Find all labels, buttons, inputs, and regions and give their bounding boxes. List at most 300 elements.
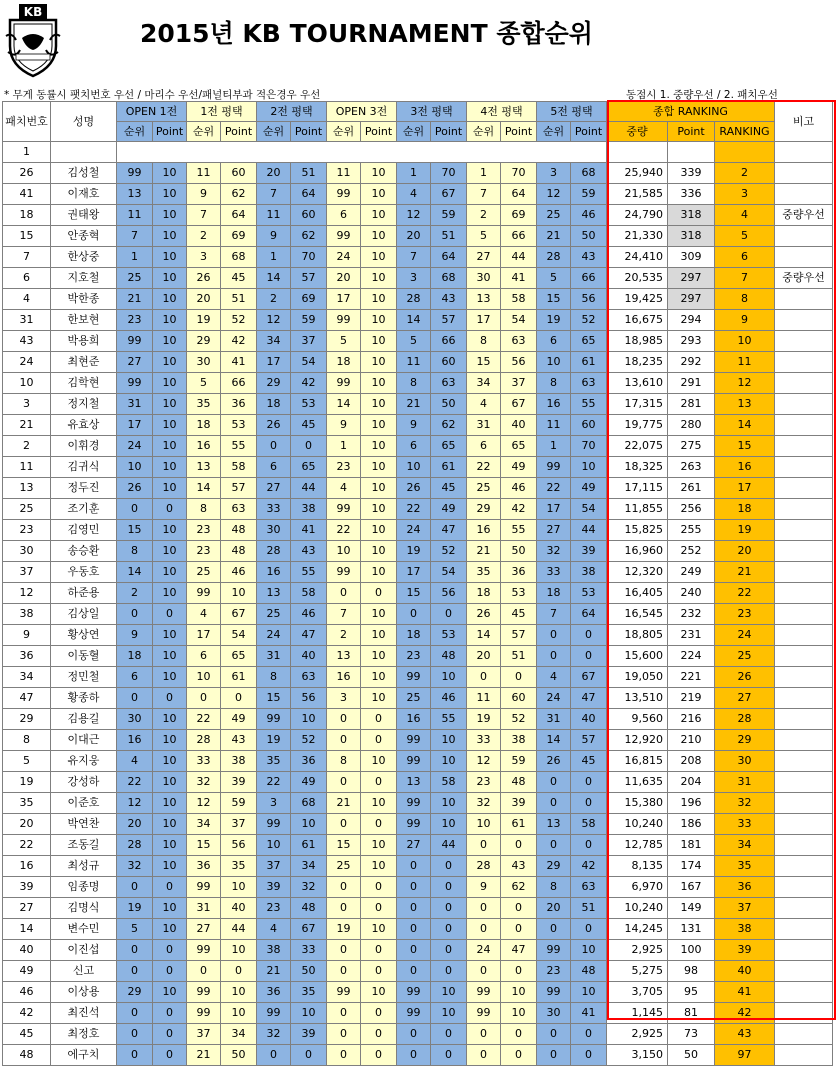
round-rank-cell: 8 xyxy=(117,541,153,562)
round-rank-cell: 31 xyxy=(117,394,153,415)
ranking-cell: 18 xyxy=(715,499,775,520)
ranking-table xyxy=(2,101,833,1066)
weight-header: 중량 xyxy=(607,122,668,142)
round-point-cell: 0 xyxy=(501,919,537,940)
table-row xyxy=(3,394,833,415)
round-rank-cell: 99 xyxy=(117,331,153,352)
point-subheader: Point xyxy=(291,122,327,142)
round-point-cell: 10 xyxy=(361,268,397,289)
round-rank-cell: 23 xyxy=(117,310,153,331)
round-rank-cell: 27 xyxy=(257,478,291,499)
round-point-cell: 52 xyxy=(431,541,467,562)
name-cell: 이대근 xyxy=(51,730,117,751)
round-rank-cell: 15 xyxy=(537,289,571,310)
round-point-cell: 48 xyxy=(291,898,327,919)
round-point-cell: 58 xyxy=(431,772,467,793)
round-rank-cell: 99 xyxy=(397,751,431,772)
round-rank-cell: 0 xyxy=(467,919,501,940)
round-point-cell: 10 xyxy=(153,352,187,373)
round-rank-cell: 7 xyxy=(117,226,153,247)
round-rank-cell: 13 xyxy=(257,583,291,604)
ranking-cell: 23 xyxy=(715,604,775,625)
point-cell xyxy=(668,142,715,163)
round-rank-cell: 25 xyxy=(187,562,221,583)
round-point-cell: 0 xyxy=(361,877,397,898)
ranking-cell: 43 xyxy=(715,1024,775,1045)
table-row xyxy=(3,352,833,373)
round-point-cell: 10 xyxy=(153,289,187,310)
round-point-cell: 48 xyxy=(221,520,257,541)
point-cell: 252 xyxy=(668,541,715,562)
patch-no-cell: 10 xyxy=(3,373,51,394)
remarks-cell: 중량우선 xyxy=(775,268,833,289)
round-rank-cell: 22 xyxy=(537,478,571,499)
round-point-cell: 10 xyxy=(153,646,187,667)
round-rank-cell: 5 xyxy=(537,268,571,289)
round-point-cell: 10 xyxy=(361,835,397,856)
round-point-cell: 41 xyxy=(291,520,327,541)
round-point-cell: 58 xyxy=(291,583,327,604)
round-rank-cell: 18 xyxy=(327,352,361,373)
point-cell: 95 xyxy=(668,982,715,1003)
patch-no-cell: 23 xyxy=(3,520,51,541)
round-rank-cell: 18 xyxy=(537,583,571,604)
round-rank-cell: 0 xyxy=(467,898,501,919)
round-point-cell: 10 xyxy=(361,436,397,457)
round-point-cell: 35 xyxy=(221,856,257,877)
round-rank-cell: 13 xyxy=(467,289,501,310)
point-cell: 318 xyxy=(668,205,715,226)
round-rank-cell: 1 xyxy=(397,163,431,184)
ranking-cell: 33 xyxy=(715,814,775,835)
ranking-cell: 31 xyxy=(715,772,775,793)
round-rank-cell: 20 xyxy=(537,898,571,919)
ranking-cell xyxy=(715,142,775,163)
round-rank-cell: 0 xyxy=(397,604,431,625)
round-point-cell: 60 xyxy=(431,352,467,373)
weight-cell: 19,050 xyxy=(607,667,668,688)
round-rank-cell: 27 xyxy=(187,919,221,940)
table-row xyxy=(3,331,833,352)
weight-cell: 14,245 xyxy=(607,919,668,940)
weight-cell: 15,380 xyxy=(607,793,668,814)
patch-no-cell: 16 xyxy=(3,856,51,877)
round-rank-cell: 8 xyxy=(187,499,221,520)
round-point-cell: 10 xyxy=(361,205,397,226)
round-point-cell: 10 xyxy=(361,541,397,562)
patch-no-cell: 35 xyxy=(3,793,51,814)
round-point-cell: 10 xyxy=(431,814,467,835)
ranking-cell: 14 xyxy=(715,415,775,436)
name-cell: 정민철 xyxy=(51,667,117,688)
round-rank-cell: 99 xyxy=(537,982,571,1003)
point-cell: 255 xyxy=(668,520,715,541)
round-point-cell: 10 xyxy=(153,541,187,562)
round-rank-cell: 0 xyxy=(327,772,361,793)
round-point-cell: 65 xyxy=(221,646,257,667)
round-rank-cell: 0 xyxy=(327,898,361,919)
remarks-cell xyxy=(775,142,833,163)
round-point-cell: 48 xyxy=(571,961,607,982)
round-rank-cell: 0 xyxy=(397,940,431,961)
round-point-cell: 67 xyxy=(291,919,327,940)
page-title: 2015년 KB TOURNAMENT 종합순위 xyxy=(140,19,593,48)
header-row-2 xyxy=(3,122,833,142)
round-rank-cell: 28 xyxy=(117,835,153,856)
round-point-cell: 45 xyxy=(431,478,467,499)
round-rank-cell: 14 xyxy=(187,478,221,499)
round-point-cell: 34 xyxy=(291,856,327,877)
round-point-cell: 68 xyxy=(221,247,257,268)
round-point-cell: 49 xyxy=(501,457,537,478)
round-rank-cell: 2 xyxy=(117,583,153,604)
ranking-cell: 37 xyxy=(715,898,775,919)
round-point-cell: 0 xyxy=(501,898,537,919)
round-point-cell: 51 xyxy=(431,226,467,247)
round-point-cell: 10 xyxy=(153,835,187,856)
round-rank-cell: 3 xyxy=(257,793,291,814)
round-point-cell: 32 xyxy=(291,877,327,898)
name-cell: 김상일 xyxy=(51,604,117,625)
round-point-cell: 37 xyxy=(291,331,327,352)
round-rank-cell: 10 xyxy=(327,541,361,562)
table-row xyxy=(3,982,833,1003)
patch-no-cell: 27 xyxy=(3,898,51,919)
table-row xyxy=(3,646,833,667)
round-rank-cell: 38 xyxy=(257,940,291,961)
round-point-cell: 63 xyxy=(571,373,607,394)
round-rank-cell: 9 xyxy=(327,415,361,436)
round-rank-cell: 8 xyxy=(257,667,291,688)
round-point-cell: 10 xyxy=(153,457,187,478)
round-rank-cell: 33 xyxy=(537,562,571,583)
round-point-cell: 10 xyxy=(153,205,187,226)
round-point-cell: 54 xyxy=(291,352,327,373)
round-point-cell: 10 xyxy=(153,772,187,793)
round-point-cell: 44 xyxy=(431,835,467,856)
round-rank-cell: 99 xyxy=(187,982,221,1003)
round-point-cell: 0 xyxy=(431,940,467,961)
round-point-cell: 0 xyxy=(221,688,257,709)
round-rank-cell: 14 xyxy=(537,730,571,751)
remarks-cell xyxy=(775,247,833,268)
round-rank-cell: 26 xyxy=(537,751,571,772)
round-point-cell: 10 xyxy=(361,184,397,205)
patch-no-cell: 21 xyxy=(3,415,51,436)
round-rank-cell: 22 xyxy=(187,709,221,730)
round-point-cell: 54 xyxy=(221,625,257,646)
round-rank-cell: 31 xyxy=(187,898,221,919)
round-point-cell: 67 xyxy=(431,184,467,205)
name-cell: 권태왕 xyxy=(51,205,117,226)
remarks-cell xyxy=(775,163,833,184)
name-cell: 김성철 xyxy=(51,163,117,184)
round-rank-cell: 0 xyxy=(397,1045,431,1066)
round-point-cell: 0 xyxy=(431,1024,467,1045)
table-row xyxy=(3,415,833,436)
round-point-cell: 51 xyxy=(501,646,537,667)
round-point-cell: 70 xyxy=(431,163,467,184)
round-rank-cell: 7 xyxy=(537,604,571,625)
weight-cell: 1,145 xyxy=(607,1003,668,1024)
round-rank-cell: 29 xyxy=(117,982,153,1003)
round-point-cell: 67 xyxy=(501,394,537,415)
round-point-cell: 69 xyxy=(221,226,257,247)
round-point-cell: 10 xyxy=(361,457,397,478)
name-cell: 한상중 xyxy=(51,247,117,268)
round-rank-cell: 0 xyxy=(117,1003,153,1024)
name-cell: 최성규 xyxy=(51,856,117,877)
round-point-cell: 10 xyxy=(361,751,397,772)
round-point-cell: 49 xyxy=(431,499,467,520)
round-point-cell: 0 xyxy=(361,772,397,793)
round-point-cell: 10 xyxy=(153,667,187,688)
round-rank-cell: 19 xyxy=(327,919,361,940)
round-point-cell: 65 xyxy=(291,457,327,478)
point-cell: 196 xyxy=(668,793,715,814)
round-point-cell: 63 xyxy=(571,877,607,898)
round-rank-cell: 11 xyxy=(327,163,361,184)
name-cell: 우동호 xyxy=(51,562,117,583)
round-rank-cell: 99 xyxy=(397,730,431,751)
remarks-cell xyxy=(775,1024,833,1045)
round-rank-cell: 13 xyxy=(327,646,361,667)
round-rank-cell: 23 xyxy=(257,898,291,919)
round-point-cell: 10 xyxy=(431,751,467,772)
remarks-cell xyxy=(775,688,833,709)
round-point-cell: 57 xyxy=(221,478,257,499)
weight-cell: 16,960 xyxy=(607,541,668,562)
round-rank-cell: 6 xyxy=(327,205,361,226)
round-rank-cell: 12 xyxy=(257,310,291,331)
round-point-cell: 40 xyxy=(571,709,607,730)
round-rank-cell: 19 xyxy=(467,709,501,730)
name-cell: 최진석 xyxy=(51,1003,117,1024)
round-rank-cell: 99 xyxy=(327,982,361,1003)
name-cell: 지호철 xyxy=(51,268,117,289)
round-rank-cell: 29 xyxy=(187,331,221,352)
patch-no-cell: 22 xyxy=(3,835,51,856)
patch-no-cell: 9 xyxy=(3,625,51,646)
round-point-cell: 46 xyxy=(431,688,467,709)
round-header: 2전 평택 xyxy=(257,102,327,122)
weight-cell: 12,785 xyxy=(607,835,668,856)
weight-cell: 18,805 xyxy=(607,625,668,646)
table-row xyxy=(3,142,833,163)
weight-cell: 12,320 xyxy=(607,562,668,583)
round-point-cell: 69 xyxy=(291,289,327,310)
round-rank-cell: 0 xyxy=(187,688,221,709)
remarks-cell xyxy=(775,331,833,352)
round-rank-cell: 27 xyxy=(397,835,431,856)
point-cell: 293 xyxy=(668,331,715,352)
round-point-cell: 0 xyxy=(153,1045,187,1066)
round-point-cell: 49 xyxy=(291,772,327,793)
round-point-cell: 10 xyxy=(361,478,397,499)
round-rank-cell: 35 xyxy=(187,394,221,415)
round-point-cell: 10 xyxy=(153,856,187,877)
table-row xyxy=(3,835,833,856)
round-rank-cell: 0 xyxy=(397,919,431,940)
round-rank-cell: 23 xyxy=(187,520,221,541)
remarks-cell xyxy=(775,499,833,520)
round-rank-cell: 13 xyxy=(397,772,431,793)
round-point-cell: 10 xyxy=(221,583,257,604)
name-cell: 강성하 xyxy=(51,772,117,793)
round-point-cell: 41 xyxy=(571,1003,607,1024)
round-rank-cell: 37 xyxy=(187,1024,221,1045)
round-point-cell: 33 xyxy=(291,940,327,961)
round-point-cell: 0 xyxy=(361,583,397,604)
point-cell: 297 xyxy=(668,268,715,289)
round-rank-cell: 7 xyxy=(257,184,291,205)
round-rank-cell: 27 xyxy=(467,247,501,268)
round-rank-cell: 5 xyxy=(117,919,153,940)
remarks-cell xyxy=(775,583,833,604)
round-rank-cell: 0 xyxy=(537,919,571,940)
round-point-cell: 62 xyxy=(221,184,257,205)
round-point-cell: 52 xyxy=(291,730,327,751)
round-rank-cell: 21 xyxy=(537,226,571,247)
round-rank-cell: 99 xyxy=(117,163,153,184)
ranking-cell: 13 xyxy=(715,394,775,415)
ranking-cell: 34 xyxy=(715,835,775,856)
remarks-cell xyxy=(775,709,833,730)
name-cell: 김용길 xyxy=(51,709,117,730)
point-cell: 256 xyxy=(668,499,715,520)
round-rank-cell: 25 xyxy=(537,205,571,226)
round-rank-cell: 23 xyxy=(397,646,431,667)
round-point-cell: 50 xyxy=(221,1045,257,1066)
remarks-cell xyxy=(775,667,833,688)
round-rank-cell: 0 xyxy=(327,877,361,898)
round-point-cell: 10 xyxy=(153,793,187,814)
round-rank-cell: 14 xyxy=(117,562,153,583)
name-cell: 신고 xyxy=(51,961,117,982)
name-cell: 유지웅 xyxy=(51,751,117,772)
round-point-cell: 46 xyxy=(571,205,607,226)
round-header: 4전 평택 xyxy=(467,102,537,122)
round-point-cell: 68 xyxy=(291,793,327,814)
round-point-cell: 51 xyxy=(291,163,327,184)
round-rank-cell: 30 xyxy=(257,520,291,541)
round-rank-cell: 0 xyxy=(537,835,571,856)
round-point-cell: 57 xyxy=(571,730,607,751)
round-rank-cell: 32 xyxy=(537,541,571,562)
round-rank-cell: 13 xyxy=(537,814,571,835)
round-point-cell: 57 xyxy=(501,625,537,646)
round-rank-cell: 4 xyxy=(187,604,221,625)
round-rank-cell: 32 xyxy=(117,856,153,877)
rank-subheader: 순위 xyxy=(537,122,571,142)
round-rank-cell: 0 xyxy=(537,1024,571,1045)
name-cell: 정두진 xyxy=(51,478,117,499)
round-point-cell: 61 xyxy=(291,835,327,856)
round-rank-cell: 23 xyxy=(327,457,361,478)
weight-cell: 10,240 xyxy=(607,898,668,919)
weight-cell: 2,925 xyxy=(607,1024,668,1045)
round-point-cell: 43 xyxy=(571,247,607,268)
table-row xyxy=(3,856,833,877)
round-point-cell: 10 xyxy=(153,394,187,415)
round-point-cell: 68 xyxy=(571,163,607,184)
round-point-cell: 36 xyxy=(501,562,537,583)
round-rank-cell: 10 xyxy=(537,352,571,373)
round-rank-cell: 13 xyxy=(117,184,153,205)
remarks-cell xyxy=(775,478,833,499)
point-cell: 131 xyxy=(668,919,715,940)
table-row xyxy=(3,373,833,394)
round-point-cell: 60 xyxy=(221,163,257,184)
round-rank-cell: 22 xyxy=(467,457,501,478)
patch-no-cell: 20 xyxy=(3,814,51,835)
round-rank-cell: 30 xyxy=(537,1003,571,1024)
weight-cell: 19,425 xyxy=(607,289,668,310)
round-rank-cell: 16 xyxy=(327,667,361,688)
round-rank-cell: 2 xyxy=(187,226,221,247)
round-point-cell: 61 xyxy=(431,457,467,478)
patch-no-cell: 29 xyxy=(3,709,51,730)
round-rank-cell: 0 xyxy=(467,1024,501,1045)
round-rank-cell: 9 xyxy=(117,625,153,646)
remarks-cell xyxy=(775,457,833,478)
round-rank-cell: 0 xyxy=(537,646,571,667)
round-rank-cell: 33 xyxy=(257,499,291,520)
table-row xyxy=(3,1024,833,1045)
patch-no-cell: 34 xyxy=(3,667,51,688)
round-rank-cell: 1 xyxy=(117,247,153,268)
round-point-cell: 10 xyxy=(291,814,327,835)
round-rank-cell: 17 xyxy=(467,310,501,331)
round-point-cell: 48 xyxy=(501,772,537,793)
table-row xyxy=(3,520,833,541)
weight-cell: 5,275 xyxy=(607,961,668,982)
round-point-cell: 59 xyxy=(291,310,327,331)
patch-no-cell: 31 xyxy=(3,310,51,331)
round-point-cell: 37 xyxy=(501,373,537,394)
round-point-cell: 49 xyxy=(221,709,257,730)
point-cell: 73 xyxy=(668,1024,715,1045)
round-rank-cell: 14 xyxy=(327,394,361,415)
name-cell: 한보현 xyxy=(51,310,117,331)
ranking-cell: 35 xyxy=(715,856,775,877)
point-cell: 221 xyxy=(668,667,715,688)
round-point-cell: 10 xyxy=(571,940,607,961)
ranking-cell: 21 xyxy=(715,562,775,583)
round-point-cell: 54 xyxy=(501,310,537,331)
round-point-cell: 51 xyxy=(571,898,607,919)
patch-no-cell: 19 xyxy=(3,772,51,793)
round-point-cell: 10 xyxy=(153,373,187,394)
table-row xyxy=(3,1045,833,1066)
round-point-cell: 46 xyxy=(501,478,537,499)
round-rank-cell: 33 xyxy=(187,751,221,772)
round-rank-cell: 14 xyxy=(397,310,431,331)
round-point-cell: 59 xyxy=(501,751,537,772)
round-point-cell: 66 xyxy=(571,268,607,289)
name-cell: 김영민 xyxy=(51,520,117,541)
name-cell: 송승환 xyxy=(51,541,117,562)
table-row xyxy=(3,268,833,289)
round-point-cell: 53 xyxy=(501,583,537,604)
remarks-cell xyxy=(775,898,833,919)
round-point-cell: 42 xyxy=(501,499,537,520)
round-rank-cell: 16 xyxy=(537,394,571,415)
round-rank-cell: 0 xyxy=(327,961,361,982)
name-cell: 박한종 xyxy=(51,289,117,310)
round-point-cell: 0 xyxy=(361,814,397,835)
point-cell: 249 xyxy=(668,562,715,583)
